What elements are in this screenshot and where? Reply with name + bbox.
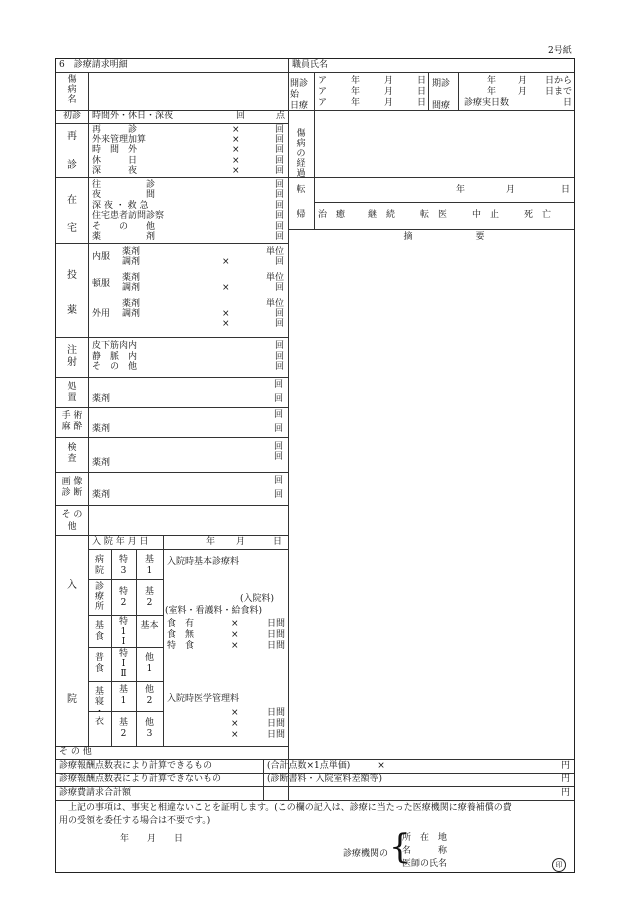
surgery-label: 手 術 麻 酔: [61, 411, 83, 432]
course-field[interactable]: [316, 112, 572, 175]
first-visit-points: 点: [276, 111, 286, 121]
admission-label-2: 院: [67, 694, 77, 705]
procedure-count-2: 回: [274, 394, 284, 404]
admit-date-label: 入 院 年 月 日: [92, 537, 149, 547]
seal-icon: 印: [552, 858, 566, 872]
cell-kihon: 基本: [140, 621, 159, 631]
cell-toku2: 特 2: [118, 587, 128, 608]
total-claim-label: 診療費請求合計額: [59, 788, 132, 798]
cell-ki1: 基 1: [144, 555, 154, 576]
medication-label-2: 薬: [67, 305, 77, 316]
surgery-drug: 薬剤: [92, 424, 111, 434]
outcome-transfer[interactable]: 転 医: [420, 210, 448, 220]
summary-label: 摘 要: [403, 232, 485, 242]
normal-meal-label: 普 食: [94, 653, 104, 674]
cell-ta2: 他 2: [144, 685, 154, 706]
revisit-label-2: 診: [67, 160, 77, 171]
period-fields[interactable]: 年 月 日から 年 月 日まで 診療実日数 日: [464, 76, 572, 108]
admit-date-fields[interactable]: 年 月 日: [206, 537, 282, 547]
med-mgmt-rows: × 日間 × 日間 × 日間: [231, 708, 285, 740]
medical-claim-form: [55, 58, 575, 873]
med-mgmt-label: 入院時医学管理料: [167, 694, 240, 704]
exam-label: 検 査: [67, 443, 77, 464]
injection-rows: 皮下筋肉内 回 静 脈 内 回 そ の 他 回: [92, 341, 284, 372]
bedding-label: 基 寝 ・ 衣: [94, 687, 104, 727]
total-calc-unit: 円: [561, 761, 571, 771]
cell-toku1-i: 特 1 Ⅰ: [118, 617, 128, 647]
start-date-label: 開診 始 日療: [290, 79, 309, 111]
outcome-death[interactable]: 死 亡: [524, 210, 552, 220]
procedure-label: 処 置: [67, 382, 77, 403]
clinic-label: 診 療 所: [94, 582, 104, 612]
doctor-name-label: 医師の氏名: [402, 859, 448, 869]
surgery-count-2: 回: [274, 424, 284, 434]
cell-ta1: 他 1: [144, 653, 154, 674]
institution-label: 診療機関の: [343, 849, 389, 859]
medication-label-1: 投: [67, 270, 77, 281]
basic-fee-label: 入院時基本診療料: [167, 557, 240, 567]
hospital-label: 病 院: [94, 555, 104, 576]
home-label-1: 在: [67, 195, 77, 206]
revisit-label-1: 再: [67, 131, 77, 142]
address-label: 所 在 地: [402, 833, 448, 843]
form-number: 2号紙: [548, 46, 572, 56]
transfer-date[interactable]: 年 月 日: [456, 185, 570, 195]
certification-text-2: 用の受領を委任する場合は不要です。): [59, 816, 211, 826]
procedure-drug: 薬剤: [92, 394, 111, 404]
inpatient-fee-label: (入院料): [240, 594, 275, 604]
total-noncalc-desc: (診断書料・入院室料差額等): [267, 774, 383, 784]
period-label: 期診 間療: [432, 79, 451, 111]
home-label-2: 宅: [67, 223, 77, 234]
first-visit-desc: 時間外・休日・深夜: [92, 111, 174, 121]
cell-ki2: 基 2: [144, 587, 154, 608]
imaging-count-1: 回: [274, 476, 284, 486]
cell-toku-i-ii: 特 Ⅰ Ⅱ: [118, 649, 128, 679]
total-calc-label: 診療報酬点数表により計算できるもの: [59, 761, 213, 771]
outcome-continue[interactable]: 継 続: [368, 210, 396, 220]
total-noncalc-unit: 円: [561, 774, 571, 784]
injury-name-field[interactable]: [90, 74, 286, 108]
course-label: 傷 病 の 経 過: [296, 129, 306, 179]
imaging-count-2: 回: [274, 490, 284, 500]
revisit-rows: 再 診 × 回 外来管理加算 × 回 時 間 外 × 回 休 日 × 回 深 夜 × 回: [92, 125, 284, 176]
injection-label: 注 射: [67, 345, 77, 368]
medication-rows: 内服 薬剤 調剤 × 単位 回 頓服 薬剤 調剤 × 単位 回 薬剤 外用 調剤 × × 単位 回 回: [92, 247, 284, 329]
brace-icon: {: [389, 827, 411, 867]
form-title: 6 診療請求明細: [59, 60, 128, 70]
transfer-label-1: 転: [296, 185, 306, 195]
other-row-label: そ の 他: [59, 747, 92, 757]
exam-count-1: 回: [274, 442, 284, 452]
start-date-fields[interactable]: ア 年 月 日 ア 年 月 日 ア 年 月 日: [318, 76, 427, 108]
total-calc-desc: (合計点数×1点単価) ×: [267, 761, 385, 771]
exam-count-2: 回: [274, 452, 284, 462]
cell-ta3: 他 3: [144, 718, 154, 739]
exam-drug: 薬剤: [92, 458, 111, 468]
total-noncalc-label: 診療報酬点数表により計算できないもの: [59, 774, 222, 784]
meal-base-label: 基 食: [94, 621, 104, 642]
first-visit-label: 初診: [62, 111, 81, 121]
room-fee-label: (室料・看護料・給食料): [165, 606, 263, 616]
staff-name-label: 職員氏名: [292, 60, 329, 70]
imaging-drug: 薬剤: [92, 490, 111, 500]
staff-name-field[interactable]: [346, 61, 566, 71]
first-visit-count: 回: [236, 111, 246, 121]
certification-date[interactable]: 年 月 日: [120, 834, 184, 844]
cell-toku3: 特 3: [118, 555, 128, 576]
meal-rows: 食 有 × 日間 食 無 × 日間 特 食 × 日間: [167, 619, 285, 651]
institution-name-label: 名 称: [402, 846, 448, 856]
cell-ki2-b: 基 2: [118, 718, 128, 739]
outcome-cure[interactable]: 治 癒: [318, 210, 346, 220]
admission-label-1: 入: [67, 580, 77, 591]
transfer-label-2: 帰: [296, 210, 306, 220]
certification-text-1: 上記の事項は、事実と相違ないことを証明します。(この欄の記入は、診療に当たった医療機関に療養補償の費: [59, 803, 512, 813]
procedure-count-1: 回: [274, 380, 284, 390]
injury-name-label: 傷 病 名: [67, 75, 77, 105]
summary-field[interactable]: [292, 247, 572, 755]
cell-ki1-b: 基 1: [118, 685, 128, 706]
home-rows: 往 診 回 夜 間 回 深 夜 ・ 救 急 回 住宅患者訪問診察 回 そ の 他 回 薬 剤 回: [92, 180, 284, 243]
other-section-label: そ の 他: [61, 510, 83, 532]
total-claim-unit: 円: [561, 788, 571, 798]
imaging-label: 画 像 診 断: [61, 477, 83, 498]
outcome-stop[interactable]: 中 止: [472, 210, 500, 220]
surgery-count-1: 回: [274, 410, 284, 420]
